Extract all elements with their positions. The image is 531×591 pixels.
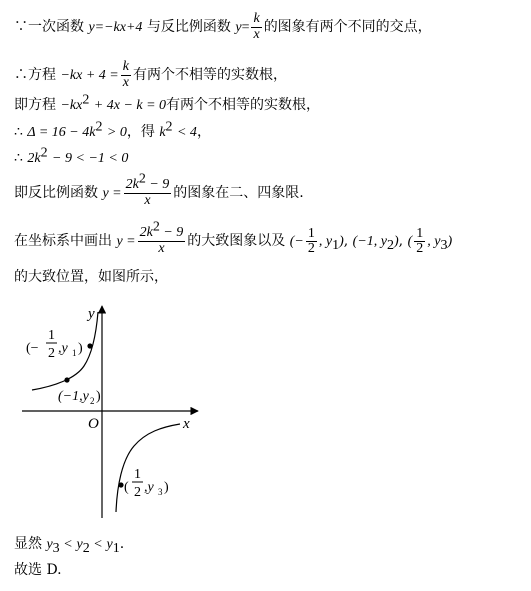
text: 与反比例函数 [146,19,231,36]
rest: ,y [58,341,68,356]
p2-text: (−1, y [352,234,387,250]
numerator: k [253,11,260,26]
label-point-3 [124,467,169,500]
fraction-half [414,227,425,257]
point-1 [289,225,344,257]
text: 在坐标系中画出 [14,233,112,250]
denominator: x [144,192,151,208]
text: 的图象有两个不同的交点， [263,19,432,36]
open: ( [407,234,413,250]
text: 即方程 [14,97,56,113]
y-axis-label: y [88,306,95,322]
numerator [124,171,172,194]
exponent: 2 [82,92,90,108]
subscript: 1 [72,348,77,358]
denominator: 2 [48,346,55,361]
close: ) [164,480,169,495]
inequality: < 4 [176,125,197,140]
var-y2: y [76,537,83,552]
line-7: 在坐标系中画出 y = $\frac{2k^2 - 9}{x}$ 的大致图象以及 (− $\frac{1}{2}$ , $y_1$), (−1, $y_2$), ( $\frac{1}{2}$ , $y_3$) [14,219,453,257]
num-b: − 9 [149,177,170,192]
point-marker-2 [64,377,69,382]
fraction-2k2-9-over-x [138,219,186,256]
p2-text: (−1,y [58,389,89,404]
fraction-k-over-x [251,12,261,42]
subscript: 1 [112,540,120,556]
hyperbola-branch-4 [116,424,180,512]
var-y-eq: y = [102,186,122,202]
expr-2k2: 2k [27,151,41,166]
fraction-half [306,227,317,257]
point-2 [352,234,399,253]
close: ) [78,341,83,356]
therefore-symbol: ∴ [14,150,23,166]
therefore-symbol: ∴ [14,67,28,84]
exponent: 2 [165,119,173,135]
inequality: − 9 < −1 < 0 [52,151,129,166]
close: ) [339,234,344,250]
fraction-k-over-x [121,60,131,90]
var-y-eq: y = [116,234,136,250]
text: 有两个不相等的实数根， [132,67,287,84]
rest: ,y [144,480,154,495]
equation-lhs: −kx + 4 = [60,68,119,84]
numerator [138,219,186,242]
rest: , y [318,234,333,250]
subscript: 3 [440,237,448,253]
period: . [119,536,125,552]
subscript: 2 [386,237,394,253]
open: ( [124,480,129,495]
exponent: 2 [138,171,146,187]
text: 的图象在二、四象限. [173,185,304,202]
open: (− [289,234,304,250]
line-6 [14,171,304,208]
var-y: y [235,20,242,36]
subscript: 2 [82,540,90,556]
subscript: 1 [332,237,340,253]
close: ) [393,234,399,250]
therefore-symbol: ∴ [14,124,23,140]
inequality: > 0 [106,125,127,140]
equals: = [241,20,250,36]
open: (− [26,341,39,356]
line-10 [14,563,62,577]
text: 方程 [28,67,56,84]
line-8 [14,270,168,284]
point-marker-3 [118,482,123,487]
denominator: x [122,74,129,90]
less-than: < [94,537,103,552]
exponent: 2 [95,119,103,135]
denominator: 2 [134,485,141,500]
num-a: 2k [125,177,139,192]
numerator: 1 [134,467,141,482]
line-1 [14,12,432,42]
line-5 [14,145,129,166]
because-symbol: ∵ [14,19,28,36]
x-axis-label: x [183,416,190,432]
num-a: 2k [139,225,153,240]
less-than: < [64,537,73,552]
point-marker-1 [87,343,92,348]
denominator: x [158,240,165,256]
label-point-2 [58,389,101,406]
exponent: 2 [40,145,48,161]
linear-function-expr: y=−kx+4 [88,20,143,36]
var-k: k [159,125,166,140]
text: 有两个不相等的实数根， [166,97,321,113]
point-3 [407,225,453,257]
denominator: x [253,26,260,42]
var-y1: y [106,537,113,552]
line-9 [14,536,125,556]
subscript: 2 [90,396,95,406]
subscript: 3 [158,487,163,497]
coordinate-figure [20,300,220,525]
numerator: 1 [416,225,424,241]
discriminant: Δ = 16 − 4k [27,125,96,140]
fraction-2k2-9-over-x [124,171,172,208]
text: 显然 [14,536,42,552]
denominator: 2 [416,241,424,257]
subscript: 3 [52,540,60,556]
text: ， [196,124,211,140]
close: ) [447,234,453,250]
line-3 [14,92,321,113]
num-b: − 9 [163,225,184,240]
quadratic-rest: + 4x − k = 0 [93,98,167,113]
text: 一次函数 [28,19,84,36]
text: 的大致位置，如图所示， [14,269,168,285]
origin-label: O [88,416,99,432]
close: ) [96,389,101,404]
numerator: 1 [48,328,55,343]
label-point-1 [26,328,83,361]
text: 的大致图象以及 [187,233,286,250]
denominator: 2 [307,241,315,257]
numerator: 1 [307,225,315,241]
line-4 [14,119,211,140]
text: 即反比例函数 [14,185,98,202]
line-2 [14,60,287,90]
answer: 故选 D. [14,562,62,578]
var-y3: y [46,537,53,552]
text: ，得 [126,124,155,140]
exponent: 2 [152,219,160,235]
quadratic-term: −kx [60,98,83,113]
rest: , y [427,234,441,250]
numerator: k [122,59,129,74]
